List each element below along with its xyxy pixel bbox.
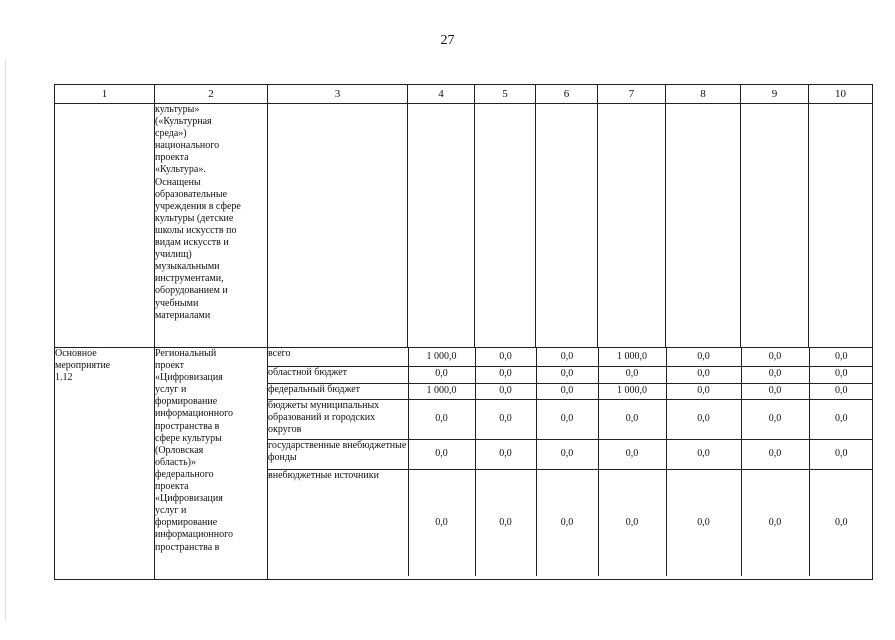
text-line: информационного	[155, 408, 233, 420]
value-cell: 0,0	[809, 366, 873, 383]
empty-cell	[475, 104, 536, 348]
value-cell: 1 000,0	[598, 383, 666, 399]
value-cell: 0,0	[666, 399, 741, 439]
text-line: музыкальными	[155, 261, 220, 273]
text-line: (Орловская	[155, 444, 204, 456]
value-cell: 0,0	[598, 469, 666, 576]
text-line: сфере культуры	[155, 432, 222, 444]
funding-row	[268, 469, 873, 576]
text-line: («Культурная	[155, 116, 212, 128]
header-cell: 6	[536, 85, 598, 104]
empty-cell	[598, 104, 666, 348]
text-line: информационного	[155, 529, 233, 541]
funding-block	[268, 348, 873, 580]
text-line: училищ)	[155, 249, 192, 261]
text-line: образовательные	[155, 188, 228, 200]
funding-row	[268, 439, 873, 469]
value-cell: 0,0	[741, 366, 809, 383]
funding-table	[268, 348, 873, 576]
text-line: «Цифровизация	[155, 372, 223, 384]
empty-cell	[741, 104, 809, 348]
empty-cell	[55, 104, 155, 348]
text-line: школы искусств по	[155, 224, 237, 236]
text-line: пространства в	[155, 541, 220, 553]
value-cell: 0,0	[666, 439, 741, 469]
value-cell: 0,0	[741, 383, 809, 399]
value-cell: 0,0	[666, 348, 741, 366]
value-cell: 0,0	[741, 399, 809, 439]
value-cell: 0,0	[741, 439, 809, 469]
header-cell: 2	[155, 85, 268, 104]
value-cell: 0,0	[666, 469, 741, 576]
funding-row	[268, 399, 873, 439]
header-row	[55, 85, 873, 104]
text-line: учреждения в сфере	[155, 200, 241, 212]
value-cell: 0,0	[598, 366, 666, 383]
source-label: всего	[268, 348, 291, 359]
text-line: формирование	[155, 396, 218, 408]
value-cell: 1 000,0	[598, 348, 666, 366]
value-cell: 0,0	[809, 439, 873, 469]
text-line: услуг и	[155, 384, 187, 396]
value-cell: 0,0	[536, 348, 598, 366]
source-label: внебюджетные источники	[268, 469, 408, 576]
header-cell: 1	[55, 85, 155, 104]
value-cell: 0,0	[809, 348, 873, 366]
empty-cell	[809, 104, 873, 348]
value-cell: 0,0	[666, 366, 741, 383]
value-cell: 0,0	[598, 399, 666, 439]
source-label: государственные внебюджетные фонды	[268, 439, 408, 469]
header-cell: 5	[475, 85, 536, 104]
continued-description	[155, 104, 268, 348]
header-cell: 8	[666, 85, 741, 104]
value-cell: 0,0	[408, 399, 475, 439]
text-line: проект	[155, 360, 185, 372]
text-line: инструментами,	[155, 273, 224, 285]
activity-row	[55, 348, 873, 580]
value-cell: 0,0	[741, 469, 809, 576]
text-line: пространства в	[155, 420, 220, 432]
empty-cell	[408, 104, 475, 348]
text-line: проекта	[155, 481, 189, 493]
source-label: бюджеты муниципальных образований и городских округов	[268, 399, 408, 439]
value-cell: 0,0	[536, 469, 598, 576]
value-cell: 0,0	[475, 383, 536, 399]
header-cell: 9	[741, 85, 809, 104]
value-cell: 0,0	[536, 383, 598, 399]
value-cell: 0,0	[475, 348, 536, 366]
header-cell: 4	[408, 85, 475, 104]
value-cell: 0,0	[475, 399, 536, 439]
value-cell: 0,0	[475, 366, 536, 383]
value-cell: 0,0	[666, 383, 741, 399]
header-cell: 7	[598, 85, 666, 104]
activity-description	[155, 348, 268, 580]
text-line: «Культура».	[155, 164, 206, 176]
text-line: формирование	[155, 517, 218, 529]
text-line: федерального	[155, 468, 214, 480]
value-cell: 0,0	[741, 348, 809, 366]
activity-name	[55, 348, 155, 580]
value-cell: 0,0	[408, 469, 475, 576]
text-line: область)»	[155, 456, 196, 468]
text-line: 1.12	[55, 372, 73, 384]
empty-cell	[268, 104, 408, 348]
text-line: видам искусств и	[155, 237, 229, 249]
value-cell: 1 000,0	[408, 383, 475, 399]
header-cell: 3	[268, 85, 408, 104]
text-line: культуры»	[155, 104, 200, 115]
value-cell: 0,0	[475, 469, 536, 576]
continued-row	[55, 104, 873, 348]
text-line: материалами	[155, 309, 211, 321]
text-line: национального	[155, 140, 220, 152]
value-cell: 0,0	[475, 439, 536, 469]
funding-row	[268, 366, 873, 383]
value-cell: 0,0	[408, 366, 475, 383]
text-line: оборудованием и	[155, 285, 228, 297]
source-label: областной бюджет	[268, 366, 408, 383]
text-line: Региональный	[155, 348, 217, 359]
text-line: среда»)	[155, 128, 187, 140]
text-line: «Цифровизация	[155, 493, 223, 505]
funding-row	[268, 348, 873, 366]
source-label: федеральный бюджет	[268, 383, 408, 399]
text-line: Основное	[55, 348, 97, 359]
empty-cell	[666, 104, 741, 348]
scan-margin-line	[5, 60, 6, 620]
text-line: Оснащены	[155, 176, 201, 188]
value-cell: 0,0	[809, 399, 873, 439]
text-line: проекта	[155, 152, 189, 164]
value-cell: 0,0	[598, 439, 666, 469]
funding-row	[268, 383, 873, 399]
text-line: культуры (детские	[155, 212, 234, 224]
value-cell: 0,0	[809, 383, 873, 399]
header-cell: 10	[809, 85, 873, 104]
value-cell: 0,0	[536, 439, 598, 469]
empty-cell	[536, 104, 598, 348]
value-cell: 0,0	[536, 399, 598, 439]
text-line: учебными	[155, 297, 199, 309]
text-line: мероприятие	[55, 360, 111, 372]
value-cell: 0,0	[809, 469, 873, 576]
value-cell: 0,0	[536, 366, 598, 383]
text-line: услуг и	[155, 505, 187, 517]
page-number: 27	[440, 33, 455, 48]
value-cell: 0,0	[408, 439, 475, 469]
budget-table	[54, 84, 873, 580]
value-cell: 1 000,0	[408, 348, 475, 366]
